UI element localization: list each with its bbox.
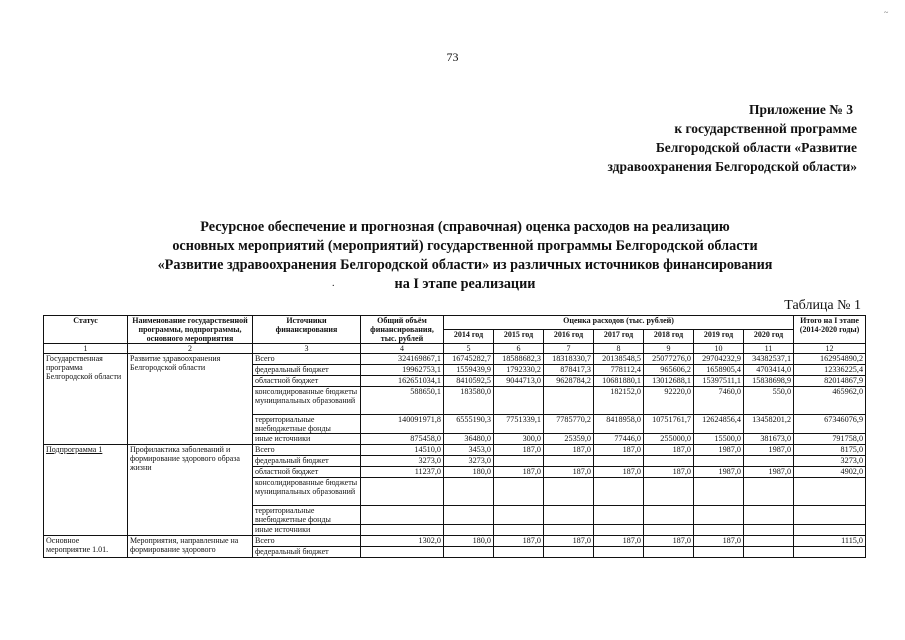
itogo-cell: 162954890,2 bbox=[794, 354, 866, 365]
year-value-cell: 4703414,0 bbox=[744, 365, 794, 376]
source-cell: консолидированные бюджеты муниципальных образований bbox=[253, 478, 361, 506]
title-line: Ресурсное обеспечение и прогнозная (справочная) оценка расходов на реализацию bbox=[200, 219, 730, 235]
year-header-cell: 2018 год bbox=[644, 330, 694, 344]
itogo-cell: 8175,0 bbox=[794, 445, 866, 456]
source-cell: территориальные внебюджетные фонды bbox=[253, 415, 361, 434]
year-value-cell: 7460,0 bbox=[694, 387, 744, 415]
source-cell: иные источники bbox=[253, 525, 361, 536]
year-value-cell bbox=[694, 456, 744, 467]
year-value-cell bbox=[744, 525, 794, 536]
year-header-cell: 2016 год bbox=[544, 330, 594, 344]
year-value-cell: 92220,0 bbox=[644, 387, 694, 415]
year-value-cell bbox=[594, 547, 644, 558]
source-cell: территориальные внебюджетные фонды bbox=[253, 506, 361, 525]
year-value-cell: 20138548,5 bbox=[594, 354, 644, 365]
year-value-cell: 18588682,3 bbox=[494, 354, 544, 365]
header-name: Наименование государственной программы, подпрограммы, основного мероприятия bbox=[128, 316, 253, 344]
itogo-cell: 12336225,4 bbox=[794, 365, 866, 376]
year-value-cell: 1987,0 bbox=[694, 445, 744, 456]
appendix-line: Белгородской области «Развитие bbox=[655, 140, 857, 155]
year-value-cell: 9628784,2 bbox=[544, 376, 594, 387]
source-cell: областной бюджет bbox=[253, 467, 361, 478]
year-value-cell: 187,0 bbox=[494, 536, 544, 547]
total-cell bbox=[361, 547, 444, 558]
table-body bbox=[44, 344, 866, 558]
index-cell: 4 bbox=[361, 344, 444, 354]
year-value-cell bbox=[744, 536, 794, 547]
year-value-cell bbox=[544, 478, 594, 506]
title-line: на I этапе реализации bbox=[394, 276, 536, 292]
year-value-cell: 36480,0 bbox=[444, 434, 494, 445]
total-cell: 19962753,1 bbox=[361, 365, 444, 376]
year-value-cell: 18318330,7 bbox=[544, 354, 594, 365]
financing-table bbox=[43, 315, 866, 558]
year-value-cell: 187,0 bbox=[594, 467, 644, 478]
year-header-cell: 2017 год bbox=[594, 330, 644, 344]
index-cell: 3 bbox=[253, 344, 361, 354]
index-cell: 2 bbox=[128, 344, 253, 354]
year-value-cell: 8418958,0 bbox=[594, 415, 644, 434]
year-value-cell: 29704232,9 bbox=[694, 354, 744, 365]
index-cell: 6 bbox=[494, 344, 544, 354]
year-value-cell: 778112,4 bbox=[594, 365, 644, 376]
year-header-cell: 2020 год bbox=[744, 330, 794, 344]
year-value-cell: 16745282,7 bbox=[444, 354, 494, 365]
year-value-cell bbox=[744, 478, 794, 506]
year-value-cell bbox=[594, 456, 644, 467]
year-value-cell bbox=[494, 506, 544, 525]
stray-mark: . bbox=[332, 278, 335, 289]
year-value-cell: 1987,0 bbox=[694, 467, 744, 478]
year-value-cell: 187,0 bbox=[544, 467, 594, 478]
year-value-cell bbox=[544, 456, 594, 467]
index-cell: 7 bbox=[544, 344, 594, 354]
year-value-cell: 187,0 bbox=[644, 445, 694, 456]
year-value-cell bbox=[544, 525, 594, 536]
total-cell: 3273,0 bbox=[361, 456, 444, 467]
table-label: Таблица № 1 bbox=[784, 298, 861, 313]
year-value-cell: 550,0 bbox=[744, 387, 794, 415]
year-value-cell: 8410592,5 bbox=[444, 376, 494, 387]
year-value-cell bbox=[644, 547, 694, 558]
header-total: Общий объём финансирования, тыс. рублей bbox=[361, 316, 444, 344]
itogo-cell bbox=[794, 547, 866, 558]
title-line: основных мероприятий (мероприятий) государственной программы Белгородской области bbox=[172, 238, 758, 254]
year-value-cell: 7785770,2 bbox=[544, 415, 594, 434]
itogo-cell: 4902,0 bbox=[794, 467, 866, 478]
table-row bbox=[44, 445, 866, 456]
year-value-cell bbox=[444, 525, 494, 536]
source-cell: Всего bbox=[253, 445, 361, 456]
year-value-cell bbox=[444, 547, 494, 558]
year-value-cell: 34382537,1 bbox=[744, 354, 794, 365]
year-value-cell: 187,0 bbox=[644, 536, 694, 547]
header-sources: Источники финансирования bbox=[253, 316, 361, 344]
year-header-cell: 2014 год bbox=[444, 330, 494, 344]
header-status: Статус bbox=[44, 316, 128, 344]
itogo-cell: 465962,0 bbox=[794, 387, 866, 415]
year-value-cell bbox=[694, 547, 744, 558]
year-value-cell: 183580,0 bbox=[444, 387, 494, 415]
itogo-cell: 1115,0 bbox=[794, 536, 866, 547]
year-value-cell bbox=[694, 478, 744, 506]
name-cell: Развитие здравоохранения Белгородской области bbox=[128, 354, 253, 445]
index-cell: 1 bbox=[44, 344, 128, 354]
itogo-cell: 67346076,9 bbox=[794, 415, 866, 434]
index-cell: 12 bbox=[794, 344, 866, 354]
header-estimate: Оценка расходов (тыс. рублей) bbox=[444, 316, 794, 330]
year-value-cell bbox=[494, 456, 544, 467]
total-cell: 140091971,8 bbox=[361, 415, 444, 434]
year-value-cell: 187,0 bbox=[544, 445, 594, 456]
itogo-cell bbox=[794, 525, 866, 536]
year-value-cell: 300,0 bbox=[494, 434, 544, 445]
corner-mark: ~ bbox=[884, 8, 889, 17]
year-value-cell bbox=[544, 547, 594, 558]
total-cell: 1302,0 bbox=[361, 536, 444, 547]
year-value-cell bbox=[744, 456, 794, 467]
year-value-cell: 77446,0 bbox=[594, 434, 644, 445]
year-value-cell: 7751339,1 bbox=[494, 415, 544, 434]
total-cell: 162651034,1 bbox=[361, 376, 444, 387]
year-value-cell: 187,0 bbox=[594, 445, 644, 456]
year-value-cell: 965606,2 bbox=[644, 365, 694, 376]
year-value-cell: 15500,0 bbox=[694, 434, 744, 445]
year-value-cell: 12624856,4 bbox=[694, 415, 744, 434]
year-value-cell: 9044713,0 bbox=[494, 376, 544, 387]
year-value-cell: 1987,0 bbox=[744, 445, 794, 456]
year-value-cell bbox=[494, 387, 544, 415]
year-value-cell: 1658905,4 bbox=[694, 365, 744, 376]
source-cell: федеральный бюджет bbox=[253, 456, 361, 467]
source-cell: федеральный бюджет bbox=[253, 365, 361, 376]
year-value-cell bbox=[694, 525, 744, 536]
header-itogo: Итого на I этапе (2014-2020 годы) bbox=[794, 316, 866, 344]
year-value-cell: 3273,0 bbox=[444, 456, 494, 467]
document-title bbox=[70, 218, 860, 294]
year-value-cell: 255000,0 bbox=[644, 434, 694, 445]
status-cell: Государственная программа Белгородской области bbox=[44, 354, 128, 445]
year-value-cell bbox=[444, 478, 494, 506]
total-cell: 875458,0 bbox=[361, 434, 444, 445]
year-value-cell: 15397511,1 bbox=[694, 376, 744, 387]
appendix-line: Приложение № 3 bbox=[749, 102, 853, 117]
source-cell: Всего bbox=[253, 354, 361, 365]
appendix-line: здравоохранения Белгородской области» bbox=[607, 159, 857, 174]
year-value-cell bbox=[494, 525, 544, 536]
year-value-cell: 187,0 bbox=[594, 536, 644, 547]
source-cell: Всего bbox=[253, 536, 361, 547]
itogo-cell bbox=[794, 506, 866, 525]
year-value-cell bbox=[544, 387, 594, 415]
year-value-cell: 187,0 bbox=[494, 445, 544, 456]
year-value-cell bbox=[594, 506, 644, 525]
year-value-cell bbox=[594, 525, 644, 536]
year-value-cell bbox=[544, 506, 594, 525]
itogo-cell: 791758,0 bbox=[794, 434, 866, 445]
year-value-cell bbox=[744, 506, 794, 525]
year-value-cell: 381673,0 bbox=[744, 434, 794, 445]
year-value-cell: 182152,0 bbox=[594, 387, 644, 415]
year-value-cell: 25359,0 bbox=[544, 434, 594, 445]
year-value-cell bbox=[444, 506, 494, 525]
year-value-cell bbox=[744, 547, 794, 558]
appendix-line: к государственной программе bbox=[674, 121, 857, 136]
year-value-cell: 187,0 bbox=[544, 536, 594, 547]
year-header-cell: 2015 год bbox=[494, 330, 544, 344]
year-value-cell: 10681880,1 bbox=[594, 376, 644, 387]
year-value-cell: 10751761,7 bbox=[644, 415, 694, 434]
header-row bbox=[44, 316, 866, 330]
itogo-cell: 82014867,9 bbox=[794, 376, 866, 387]
total-cell: 14510,0 bbox=[361, 445, 444, 456]
year-value-cell: 180,0 bbox=[444, 536, 494, 547]
index-cell: 10 bbox=[694, 344, 744, 354]
year-value-cell bbox=[644, 456, 694, 467]
year-value-cell: 6555190,3 bbox=[444, 415, 494, 434]
page-number: 73 bbox=[446, 50, 459, 64]
year-value-cell: 13012688,1 bbox=[644, 376, 694, 387]
table-row bbox=[44, 536, 866, 547]
total-cell: 588650,1 bbox=[361, 387, 444, 415]
total-cell: 11237,0 bbox=[361, 467, 444, 478]
year-value-cell bbox=[644, 506, 694, 525]
year-value-cell: 180,0 bbox=[444, 467, 494, 478]
source-cell: иные источники bbox=[253, 434, 361, 445]
index-cell: 11 bbox=[744, 344, 794, 354]
name-cell: Профилактика заболеваний и формирование здорового образа жизни bbox=[128, 445, 253, 536]
year-value-cell: 187,0 bbox=[494, 467, 544, 478]
year-value-cell: 1792330,2 bbox=[494, 365, 544, 376]
total-cell bbox=[361, 506, 444, 525]
total-cell bbox=[361, 525, 444, 536]
index-cell: 8 bbox=[594, 344, 644, 354]
total-cell bbox=[361, 478, 444, 506]
source-cell: консолидированные бюджеты муниципальных образований bbox=[253, 387, 361, 415]
index-row bbox=[44, 344, 866, 354]
year-value-cell bbox=[494, 547, 544, 558]
year-value-cell: 187,0 bbox=[694, 536, 744, 547]
year-value-cell bbox=[594, 478, 644, 506]
year-value-cell: 3453,0 bbox=[444, 445, 494, 456]
appendix-heading bbox=[607, 100, 857, 176]
year-value-cell bbox=[644, 525, 694, 536]
total-cell: 324169867,1 bbox=[361, 354, 444, 365]
name-cell: Мероприятия, направленные на формирование здорового bbox=[128, 536, 253, 558]
itogo-cell bbox=[794, 478, 866, 506]
year-value-cell: 187,0 bbox=[644, 467, 694, 478]
title-line: «Развитие здравоохранения Белгородской области» из различных источников финансирования bbox=[157, 257, 773, 273]
year-value-cell bbox=[494, 478, 544, 506]
year-header-cell: 2019 год bbox=[694, 330, 744, 344]
year-value-cell bbox=[694, 506, 744, 525]
year-value-cell: 878417,3 bbox=[544, 365, 594, 376]
table-row bbox=[44, 354, 866, 365]
year-value-cell: 13458201,2 bbox=[744, 415, 794, 434]
index-cell: 9 bbox=[644, 344, 694, 354]
index-cell: 5 bbox=[444, 344, 494, 354]
year-value-cell bbox=[644, 478, 694, 506]
year-value-cell: 1987,0 bbox=[744, 467, 794, 478]
year-value-cell: 15838698,9 bbox=[744, 376, 794, 387]
year-value-cell: 1559439,9 bbox=[444, 365, 494, 376]
itogo-cell: 3273,0 bbox=[794, 456, 866, 467]
status-cell: Подпрограмма 1 bbox=[44, 445, 128, 536]
source-cell: федеральный бюджет bbox=[253, 547, 361, 558]
year-value-cell: 25077276,0 bbox=[644, 354, 694, 365]
status-cell: Основное мероприятие 1.01. bbox=[44, 536, 128, 558]
source-cell: областной бюджет bbox=[253, 376, 361, 387]
